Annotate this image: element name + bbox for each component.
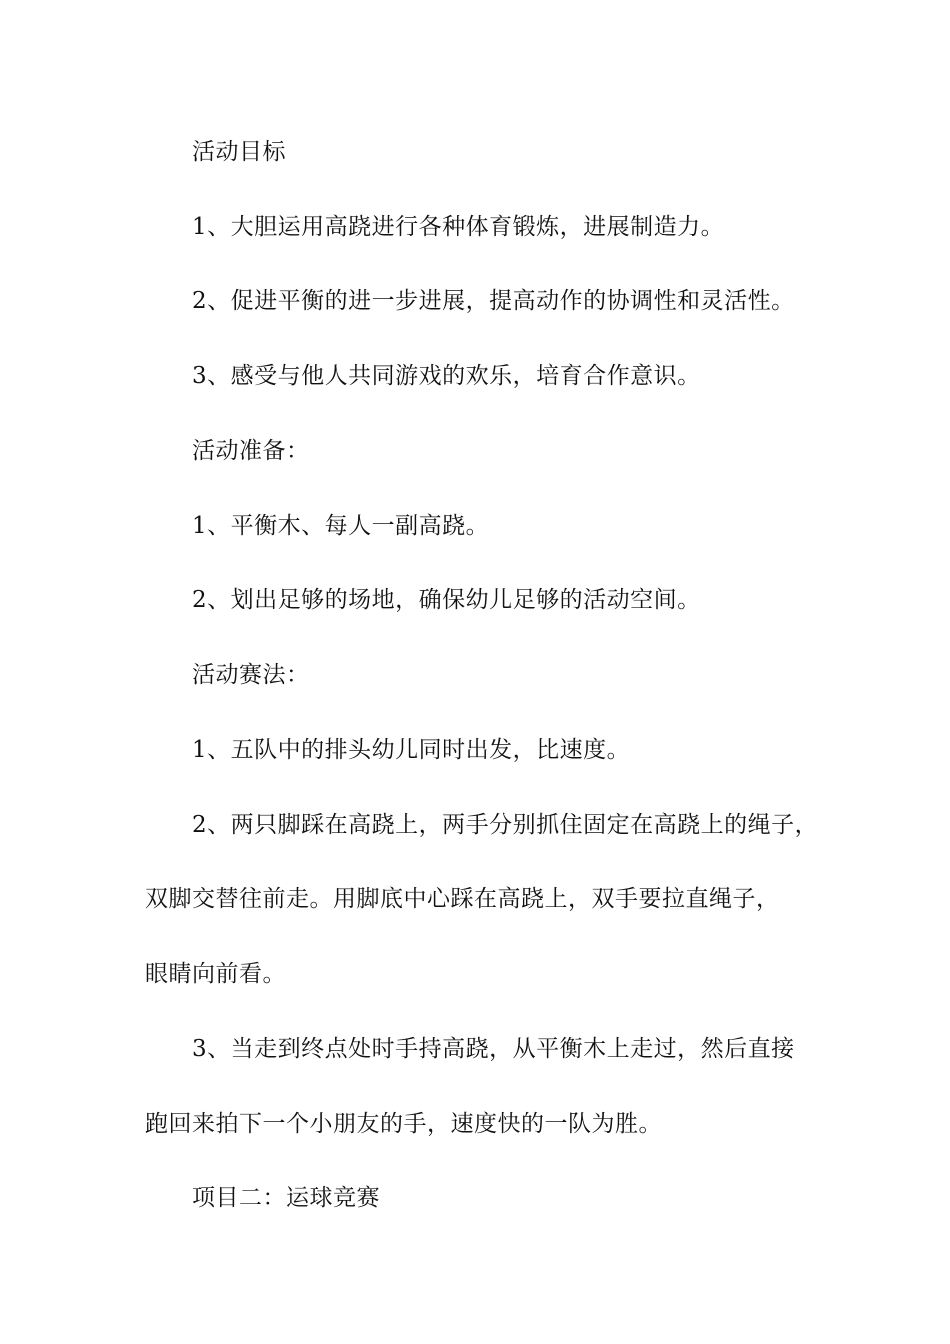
heading-project-two: 项目二：运球竞赛 [192,1185,380,1211]
preparation-item-1: 1、平衡木、每人一副高跷。 [192,513,490,539]
rule-item-2-line-1: 2、两只脚踩在高跷上，两手分别抓住固定在高跷上的绳子， [192,812,819,838]
rule-item-2-line-2: 双脚交替往前走。用脚底中心踩在高跷上，双手要拉直绳子， [145,886,780,912]
goal-item-2: 2、促进平衡的进一步进展，提高动作的协调性和灵活性。 [192,288,795,314]
heading-activity-goals: 活动目标 [192,139,286,165]
rule-item-1: 1、五队中的排头幼儿同时出发，比速度。 [192,737,631,763]
preparation-item-2: 2、划出足够的场地，确保幼儿足够的活动空间。 [192,587,701,613]
heading-activity-rules: 活动赛法： [192,662,310,688]
goal-item-3: 3、感受与他人共同游戏的欢乐，培育合作意识。 [192,363,701,389]
heading-activity-preparation: 活动准备： [192,438,310,464]
rule-item-3-line-1: 3、当走到终点处时手持高跷，从平衡木上走过，然后直接 [192,1036,795,1062]
rule-item-3-line-2: 跑回来拍下一个小朋友的手，速度快的一队为胜。 [145,1111,662,1137]
goal-item-1: 1、大胆运用高跷进行各种体育锻炼，进展制造力。 [192,214,725,240]
rule-item-2-line-3: 眼睛向前看。 [145,961,286,987]
